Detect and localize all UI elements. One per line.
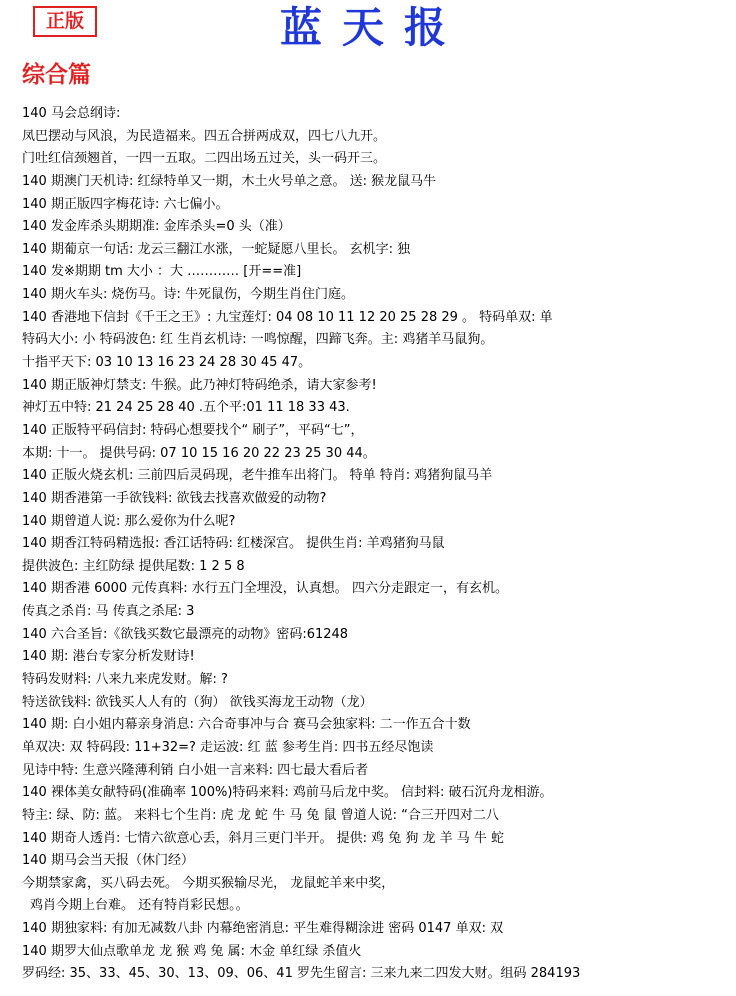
text-line: 鸡肖今期上台难。 还有特肖彩民想。。: [30, 898, 249, 914]
masthead-title: 蓝天报: [279, 3, 466, 52]
text-line: 特送欲钱料: 欲钱买人人有的（狗） 欲钱买海龙王动物（龙）: [22, 694, 373, 710]
text-line: 传真之杀肖: 马 传真之杀尾: 3: [22, 604, 195, 620]
text-line: 见诗中特: 生意兴隆薄利销 白小姐一言来料: 四七最大看后者: [22, 762, 369, 778]
text-line: 140 期: 白小姐内幕亲身消息: 六合奇事冲与合 赛马会独家料: 二一作五合十数: [22, 717, 471, 733]
text-line: 140 发※期期 tm 大小 ：大 ………… [开==准]: [22, 264, 302, 280]
text-line: 140 期正版神灯禁支: 牛猴。此乃神灯特码绝杀，请大家参考!: [22, 377, 377, 393]
text-line: 十指平天下: 03 10 13 16 23 24 28 30 45 47。: [22, 355, 312, 371]
text-line: 140 期正版四字梅花诗: 六七偏小。: [22, 196, 229, 212]
text-line: 140 马会总纲诗:: [22, 106, 121, 121]
text-line: 140 期香港第一手欲钱料: 欲钱去找喜欢做爱的动物?: [22, 490, 327, 506]
text-line: 单双决: 双 特码段: 11+32=? 走运波: 红 蓝 参考生肖: 四书五经尽饱读: [22, 739, 434, 755]
text-line: 140 期香港 6000 元传真料: 水行五门全埋没，认真想。 四六分走跟定一，有玄机。: [22, 581, 508, 597]
text-line: 本期: 十一。 提供号码: 07 10 15 16 20 22 23 25 30 44。: [22, 445, 376, 461]
article-body: [22, 103, 722, 986]
text-line: 140 香港地下信封《千王之王》: 九宝莲灯: 04 08 10 11 12 20 25 28 29 。 特码单双: 单: [22, 309, 553, 325]
text-line: 140 正版特平码信封: 特码心想要找个“ 刷子”，平码“七”，: [22, 422, 364, 438]
text-line: 140 期: 港台专家分析发财诗!: [22, 649, 195, 665]
text-line: 特码大小: 小 特码波色: 红 生肖玄机诗: 一鸣惊醒，四蹄飞奔。主: 鸡猪羊马鼠狗。: [22, 332, 494, 348]
text-line: 神灯五中特: 21 24 25 28 40 .五个平:01 11 18 33 43.: [22, 400, 350, 416]
section-title: 综合篇: [22, 61, 91, 88]
text-line: 140 六合圣旨:《欲钱买数它最漂亮的动物》密码:61248: [22, 626, 349, 642]
text-line: 今期禁家禽，买八码去死。 今期买猴输尽光， 龙鼠蛇羊来中奖，: [22, 875, 395, 891]
edition-badge: 正版: [33, 6, 97, 37]
text-line: 140 期奇人透肖: 七情六欲意心丢，斜月三更门半开。 提供: 鸡 兔 狗 龙 羊 马 牛 蛇: [22, 830, 505, 846]
text-line: 140 裸体美女献特码(准确率 100%)特码来料: 鸡前马后龙中奖。 信封料: 破石沉舟龙相游。: [22, 785, 553, 801]
text-line: 140 发金库杀头期期准: 金库杀头=0 头（准）: [22, 219, 291, 235]
text-line: 特码发财料: 八来九来虎发财。解: ?: [22, 672, 228, 688]
text-line: 140 期香江特码精选报: 香江话特码: 红楼深宫。 提供生肖: 羊鸡猪狗马鼠: [22, 536, 445, 552]
text-line: 罗码经: 35、33、45、30、13、09、06、41 罗先生留言: 三来九来二四发大财。组码 284193: [22, 966, 581, 982]
text-line: 140 期火车头: 烧伤马。诗: 牛死鼠伤，今期生肖住门庭。: [22, 287, 354, 303]
text-line: 140 期葡京一句话: 龙云三翻江水涨，一蛇疑愿八里长。 玄机字: 独: [22, 241, 411, 257]
text-line: 提供波色: 主红防绿 提供尾数: 1 2 5 8: [22, 558, 245, 574]
text-line: 140 期澳门天机诗: 红绿特单又一期，木土火号单之意。 送: 猴龙鼠马牛: [22, 173, 437, 189]
text-line: 140 期独家料: 有加无减数八卦 内幕绝密消息: 平生难得糊涂进 密码 0147 单双: 双: [22, 921, 504, 937]
text-line: 特主: 绿、防: 蓝。 来料七个生肖: 虎 龙 蛇 牛 马 兔 鼠 曾道人说: “合三开四对二八: [22, 807, 499, 823]
text-line: 140 期马会当天报（休门经）: [22, 853, 194, 869]
text-line: 140 正版火烧玄机: 三前四后灵码现，老牛推车出将门。 特单 特肖: 鸡猪狗鼠马羊: [22, 468, 493, 484]
text-line: 门吐红信颈翘首，一四一五取。二四出场五过关，头一码开三。: [22, 151, 387, 167]
text-line: 凤巴摆动与风浪，为民造福来。四五合拼两成双，四七八九开。: [22, 128, 387, 144]
text-line: 140 期曾道人说: 那么爱你为什么呢?: [22, 513, 236, 529]
text-line: 140 期罗大仙点歌单龙 龙 猴 鸡 兔 属: 木金 单红绿 杀值火: [22, 943, 362, 959]
